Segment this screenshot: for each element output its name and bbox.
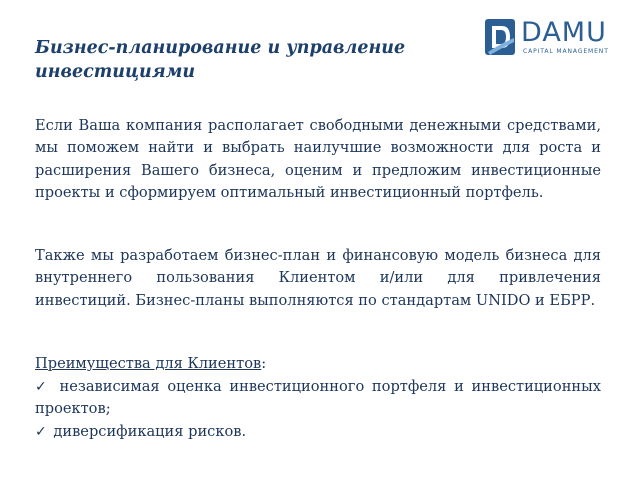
list-item-text: диверсификация рисков. xyxy=(53,422,247,440)
advantages-heading xyxy=(35,353,266,375)
page-title: Бизнес-планирование и управление инвестициями xyxy=(35,38,406,82)
list-item xyxy=(35,421,601,443)
checkmark-icon: ✓ xyxy=(35,423,47,440)
logo-tagline: CAPITAL MANAGEMENT xyxy=(523,48,609,55)
list-item xyxy=(35,376,601,421)
company-logo xyxy=(484,18,618,58)
checkmark-icon: ✓ xyxy=(35,379,50,395)
list-item-text: независимая оценка инвестиционного портфеля и инвестиционных проектов; xyxy=(35,378,601,418)
intro-paragraph: Если Ваша компания располагает свободными денежными средствами, мы поможем найти и выбрать наилучшие возможности для роста и расширения Вашего бизнеса, оценим и предложим инвестиционные проекты и сформируем оптимальный инвестиционный портфель. xyxy=(35,117,601,201)
logo-wordmark: DAMU xyxy=(521,17,607,48)
damu-logo-icon xyxy=(484,18,518,58)
business-plan-paragraph: Также мы разработаем бизнес-план и финансовую модель бизнеса для внутреннего пользования Клиентом и/или для привлечения инвестиций. Бизнес-планы выполняются по стандартам UNIDO и ЕБРР. xyxy=(35,247,601,309)
advantages-label: Преимущества для Клиентов xyxy=(35,355,262,372)
advantages-list xyxy=(35,376,601,443)
advantages-colon: : xyxy=(261,355,267,372)
